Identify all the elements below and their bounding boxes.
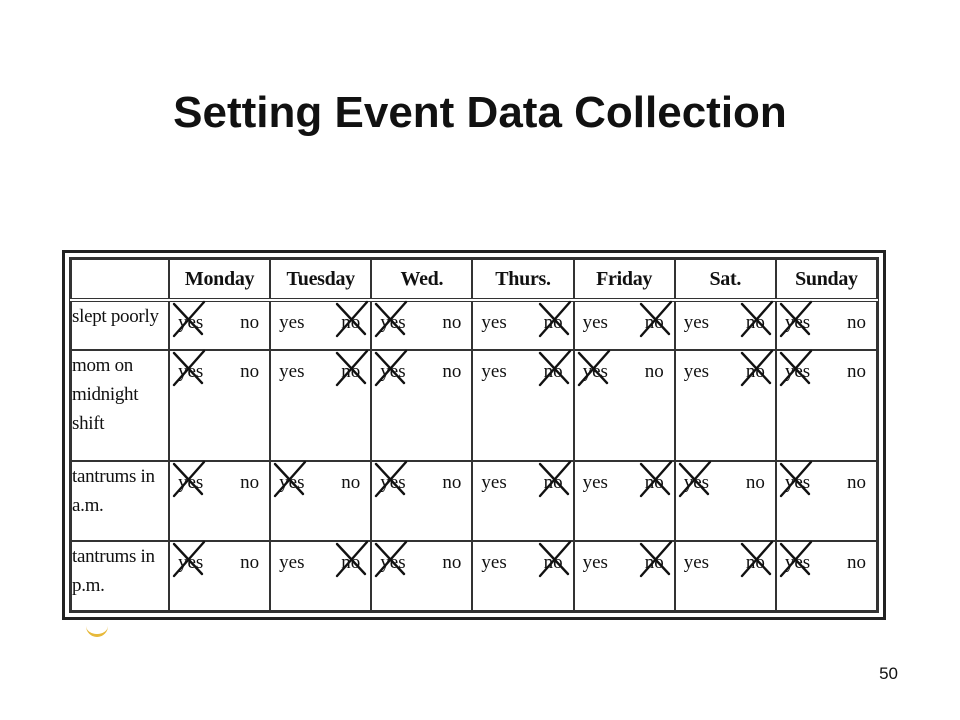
- option-yes-label: yes: [683, 551, 710, 573]
- option-yes: [279, 312, 304, 334]
- sheet-inner-border: [69, 257, 879, 613]
- yes-no-options: [170, 351, 269, 383]
- option-yes-label: yes: [784, 471, 811, 493]
- option-yes: [684, 361, 709, 383]
- option-no-label: no: [442, 551, 462, 573]
- option-no: [746, 552, 765, 574]
- yes-no-options: [777, 542, 876, 574]
- option-no-label: no: [442, 312, 462, 334]
- option-no-label: no: [240, 471, 260, 493]
- option-yes: [481, 312, 506, 334]
- option-yes: [279, 552, 304, 574]
- yes-no-options: [676, 542, 775, 574]
- yes-no-options: [372, 462, 471, 494]
- day-cell: [472, 461, 573, 541]
- option-yes: [684, 552, 709, 574]
- option-yes-label: yes: [481, 312, 507, 334]
- option-no: [645, 361, 664, 383]
- option-no-label: no: [240, 551, 260, 573]
- option-no: [240, 472, 259, 494]
- table-row: [71, 350, 877, 460]
- option-no-label: no: [644, 551, 664, 573]
- option-no: [544, 312, 563, 334]
- day-cell: [371, 461, 472, 541]
- option-no-label: no: [442, 471, 462, 493]
- option-yes: [279, 472, 304, 494]
- option-yes-label: yes: [380, 551, 406, 573]
- option-yes-label: yes: [683, 471, 710, 493]
- option-no-label: no: [442, 361, 462, 383]
- option-yes-label: yes: [279, 312, 305, 334]
- option-no: [645, 472, 664, 494]
- option-no: [544, 472, 563, 494]
- option-yes: [178, 552, 203, 574]
- day-cell: [776, 350, 877, 460]
- option-yes-label: yes: [279, 361, 305, 383]
- option-yes: [583, 472, 608, 494]
- option-no: [645, 312, 664, 334]
- option-yes-label: yes: [178, 312, 204, 334]
- option-no: [544, 361, 563, 383]
- option-no: [746, 312, 765, 334]
- option-yes: [481, 552, 506, 574]
- option-no-label: no: [847, 471, 866, 493]
- option-yes: [178, 361, 203, 383]
- option-no: [341, 361, 360, 383]
- option-yes-label: yes: [784, 551, 811, 573]
- option-yes-label: yes: [178, 471, 204, 493]
- option-yes: [178, 472, 203, 494]
- yes-no-options: [676, 302, 775, 334]
- option-no-label: no: [543, 471, 563, 493]
- day-cell: [371, 350, 472, 460]
- option-yes-label: yes: [380, 361, 406, 383]
- option-no-label: no: [240, 361, 260, 383]
- day-header: Thurs.: [472, 259, 573, 300]
- option-yes-label: yes: [582, 551, 608, 573]
- option-no-label: no: [341, 551, 361, 573]
- day-cell: [776, 300, 877, 350]
- day-cell: [371, 300, 472, 350]
- option-yes-label: yes: [178, 361, 204, 383]
- option-no-label: no: [847, 361, 866, 383]
- option-yes: [481, 472, 506, 494]
- corner-cell: [71, 259, 169, 300]
- option-no-label: no: [847, 551, 866, 573]
- option-no-label: no: [341, 361, 361, 383]
- option-no-label: no: [543, 551, 563, 573]
- option-yes: [583, 312, 608, 334]
- option-yes: [178, 312, 203, 334]
- decorative-mark: [86, 624, 108, 637]
- day-cell: [371, 541, 472, 611]
- option-yes-label: yes: [784, 361, 811, 383]
- day-cell: [776, 461, 877, 541]
- option-no: [847, 552, 866, 574]
- option-yes: [380, 472, 405, 494]
- day-cell: [169, 541, 270, 611]
- day-cell: [169, 300, 270, 350]
- option-no: [341, 552, 360, 574]
- day-cell: [574, 350, 675, 460]
- option-no: [442, 472, 461, 494]
- option-no: [847, 361, 866, 383]
- row-label: mom on midnight shift: [71, 350, 169, 460]
- yes-no-options: [575, 302, 674, 334]
- yes-no-options: [372, 302, 471, 334]
- day-cell: [675, 350, 776, 460]
- day-cell: [574, 461, 675, 541]
- day-cell: [472, 541, 573, 611]
- yes-no-options: [473, 302, 572, 334]
- option-yes-label: yes: [380, 312, 406, 334]
- option-no: [847, 312, 866, 334]
- day-cell: [270, 300, 371, 350]
- day-cell: [169, 350, 270, 460]
- option-yes-label: yes: [784, 312, 811, 334]
- yes-no-options: [473, 462, 572, 494]
- option-no: [746, 361, 765, 383]
- option-no-label: no: [745, 471, 765, 493]
- option-no: [341, 312, 360, 334]
- option-yes: [380, 361, 405, 383]
- option-yes: [583, 361, 608, 383]
- day-header: Sunday: [776, 259, 877, 300]
- option-no-label: no: [543, 312, 563, 334]
- yes-no-options: [575, 351, 674, 383]
- option-yes-label: yes: [582, 471, 608, 493]
- option-no-label: no: [745, 361, 765, 383]
- yes-no-options: [575, 542, 674, 574]
- option-yes-label: yes: [683, 361, 710, 383]
- table-row: [71, 541, 877, 611]
- option-no: [240, 552, 259, 574]
- option-yes: [684, 312, 709, 334]
- option-yes-label: yes: [481, 551, 507, 573]
- option-no: [240, 312, 259, 334]
- row-label: tantrums in a.m.: [71, 461, 169, 541]
- table-row: [71, 300, 877, 350]
- option-no-label: no: [745, 551, 765, 573]
- yes-no-options: [676, 462, 775, 494]
- option-no-label: no: [240, 312, 260, 334]
- option-yes: [785, 361, 810, 383]
- yes-no-options: [372, 351, 471, 383]
- option-yes-label: yes: [481, 471, 507, 493]
- option-no-label: no: [644, 361, 664, 383]
- option-no: [442, 312, 461, 334]
- table-body: [71, 300, 877, 611]
- yes-no-options: [777, 302, 876, 334]
- day-header: Monday: [169, 259, 270, 300]
- option-no: [645, 552, 664, 574]
- yes-no-options: [473, 351, 572, 383]
- option-yes: [481, 361, 506, 383]
- option-no-label: no: [644, 471, 664, 493]
- option-yes: [380, 552, 405, 574]
- day-header: Wed.: [371, 259, 472, 300]
- day-cell: [574, 541, 675, 611]
- option-yes-label: yes: [582, 312, 608, 334]
- day-cell: [675, 461, 776, 541]
- yes-no-options: [372, 542, 471, 574]
- yes-no-options: [271, 302, 370, 334]
- option-no-label: no: [341, 471, 361, 493]
- option-no-label: no: [341, 312, 361, 334]
- yes-no-options: [170, 302, 269, 334]
- yes-no-options: [271, 542, 370, 574]
- table-row: [71, 461, 877, 541]
- day-cell: [270, 350, 371, 460]
- option-yes-label: yes: [380, 471, 406, 493]
- option-no: [544, 552, 563, 574]
- option-no: [442, 361, 461, 383]
- option-yes-label: yes: [582, 361, 608, 383]
- option-no: [746, 472, 765, 494]
- day-cell: [270, 461, 371, 541]
- option-no-label: no: [745, 312, 765, 334]
- day-cell: [472, 350, 573, 460]
- data-collection-sheet: [62, 250, 886, 620]
- day-cell: [574, 300, 675, 350]
- yes-no-options: [676, 351, 775, 383]
- day-header: Friday: [574, 259, 675, 300]
- yes-no-options: [170, 462, 269, 494]
- option-yes: [785, 312, 810, 334]
- option-yes: [684, 472, 709, 494]
- option-yes-label: yes: [279, 551, 305, 573]
- option-no-label: no: [543, 361, 563, 383]
- yes-no-options: [575, 462, 674, 494]
- yes-no-options: [271, 351, 370, 383]
- option-no-label: no: [847, 312, 866, 334]
- option-yes-label: yes: [683, 312, 710, 334]
- day-cell: [472, 300, 573, 350]
- slide-title: Setting Event Data Collection: [173, 88, 787, 137]
- day-header: Tuesday: [270, 259, 371, 300]
- setting-event-table: [70, 258, 878, 612]
- option-no: [341, 472, 360, 494]
- row-label: tantrums in p.m.: [71, 541, 169, 611]
- option-no: [240, 361, 259, 383]
- yes-no-options: [271, 462, 370, 494]
- option-yes: [785, 472, 810, 494]
- option-yes-label: yes: [279, 471, 305, 493]
- option-no: [847, 472, 866, 494]
- yes-no-options: [777, 462, 876, 494]
- day-cell: [675, 541, 776, 611]
- day-cell: [675, 300, 776, 350]
- yes-no-options: [777, 351, 876, 383]
- option-yes: [583, 552, 608, 574]
- day-header: Sat.: [675, 259, 776, 300]
- day-cell: [169, 461, 270, 541]
- option-yes-label: yes: [178, 551, 204, 573]
- option-no: [442, 552, 461, 574]
- option-yes: [380, 312, 405, 334]
- yes-no-options: [170, 542, 269, 574]
- yes-no-options: [473, 542, 572, 574]
- option-no-label: no: [644, 312, 664, 334]
- row-label: slept poorly: [71, 300, 169, 350]
- option-yes-label: yes: [481, 361, 507, 383]
- page-number: 50: [879, 664, 898, 683]
- option-yes: [785, 552, 810, 574]
- option-yes: [279, 361, 304, 383]
- header-row: [71, 259, 877, 300]
- day-cell: [270, 541, 371, 611]
- day-cell: [776, 541, 877, 611]
